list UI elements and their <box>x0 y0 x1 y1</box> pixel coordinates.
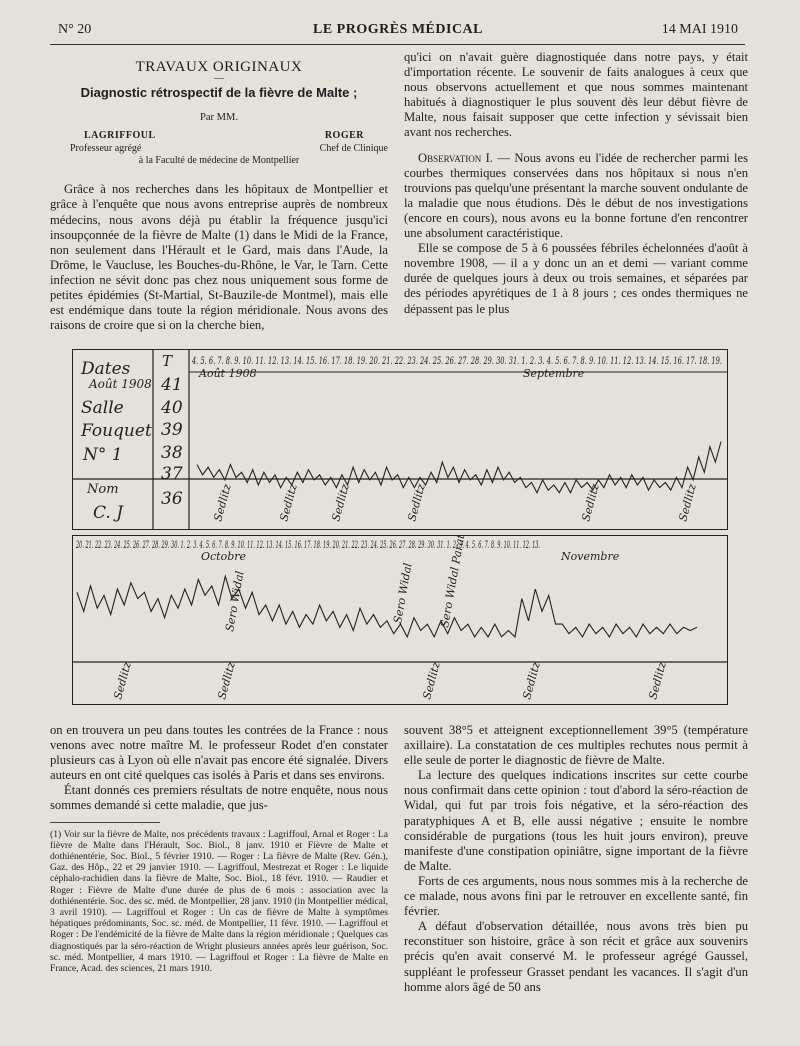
y-tick-label: 40 <box>161 398 183 418</box>
author-roger: ROGER <box>324 130 364 142</box>
temperature-chart-top-svg <box>73 350 727 529</box>
month-label-octobre: Octobre <box>201 550 247 563</box>
paragraph-france: on en trouvera un peu dans toutes les contrées de la France : nous venons avec notre maître M. le professeur Rodet d'en constater plusieurs cas à Lyon où elle n'avait pas encore été signalée. Divers auteurs en ont cité quelques cas isolés à Paris et dans ses environs. <box>50 723 388 783</box>
issue-number: N° 20 <box>58 22 92 37</box>
section-dash: — <box>214 73 224 85</box>
annotation-sedlitz: Sedlitz <box>329 482 352 523</box>
paragraph-intro: Grâce à nos recherches dans les hôpitaux de Montpellier et grâce à l'enquête que nous avons entreprise auprès de nombreux médecins, nous avons déjà pu établir la fréquence jusqu'ici insoupçonnée de la fièvre de Malte (1) dans le Midi de la France, non seulement dans l'Hérault et le Gard, mais dans l'Aude, la Drôme, le Vaucluse, les Bouches-du-Rhône, le Var, le Tarn. Cette infection ne sévit donc pas chez nous uniquement sous forme de petites épidémies (St-Martial, St-Bauzile-de Montmel), mais elle est endémique dans toute la région méridionale. Nous avons des raisons de croire que si on la cherche bien, <box>50 182 388 333</box>
y-tick-label: 37 <box>161 464 183 484</box>
day-labels: 20. 21. 22. 23. 24. 25. 26. 27. 28. 29. 30. 1. 2. 3. 4. 5. 6. 7. 8. 9. 10. 11. 12. 13. 14. 15. 16. 17. 18. 19. 20. 21. 22. 23. 24. 25. 26. 27. 28. 29. 30. 31. 1. 2. 3. 4. 5. 6. 7. 8. 9. 10. 11. 12. 13. <box>75 540 540 551</box>
paragraph-observation <box>404 151 748 242</box>
month-label-aout: Août 1908 <box>199 367 257 380</box>
author-lagriffoul: LAGRIFFOUL <box>84 130 156 142</box>
annotation-sedlitz: Sedlitz <box>111 660 134 701</box>
footnote: (1) Voir sur la fièvre de Malte, nos précédents travaux : Lagriffoul, Arnal et Roger : La fièvre de Malte dans l'Hérault, Soc. Biol., 8 janv. 1910 et Fièvre de Malte et dothiénentérie, Soc. Biol., 5 février 1910. — Roger : La fièvre de Malte (Rev. Gén.), Gaz. des Hôp., 22 et 29 janvier 1910. — Lagriffoul, Mestrezat et Roger : Le liquide céphalo-rachidien dans la fièvre de Malte, Soc. Biol., 18 févr. 1910. — Raudier et Roger : Fièvre de Malte d'une durée de plus de 6 mois : association avec la dothiénentérie. Soc. des sc. méd. de Montpellier, 28 janv. 1910 (in Montpellier médical, 3 avril 1910). — Lagriffoul et Roger : Un cas de fièvre de Malte à symptômes hépatiques prédominants, Soc. sc. méd. de Montpellier, 11 févr. 1910. — Lagriffoul et Roger : De l'endémicité de la fièvre de Malte dans la région méridionale ; Quelques cas diagnostiqués par la séro-réaction de Wright plusieurs années après leur guérison, Soc. sc. méd. Montpellier, 4 mars 1910. — Lagriffoul et Roger : La fièvre de Malte en France, Acad. des sciences, 21 mars 1910. <box>50 828 388 974</box>
annotation-sedlitz: Sedlitz <box>520 660 543 701</box>
footnote-rule <box>50 822 160 823</box>
left-column-bottom <box>50 723 388 974</box>
annotation-sedlitz: Sedlitz <box>211 482 234 523</box>
y-tick-label: 36 <box>161 489 183 509</box>
day-labels: 4. 5. 6. 7. 8. 9. 10. 11. 12. 13. 14. 15. 16. 17. 18. 19. 20. 21. 22. 23. 24. 25. 26. 27. 28. 29. 30. 31. 1. 2. 3. 4. 5. 6. 7. 8. 9. 10. 11. 12. 13. 14. 15. 16. 17. 18. 19. <box>191 356 722 367</box>
article-title: Diagnostic rétrospectif de la fièvre de Malte ; <box>80 85 358 101</box>
bed-number: N° 1 <box>83 445 123 465</box>
right-column-top <box>404 50 748 317</box>
annotation-sedlitz: Sedlitz <box>215 660 238 701</box>
y-tick-label: 41 <box>161 375 183 395</box>
month-label-septembre: Septembre <box>523 367 585 380</box>
temperature-chart-bottom <box>72 535 728 705</box>
author1-title: Professeur agrégé <box>70 143 142 155</box>
observation-label: Observation I. <box>418 150 493 165</box>
annotation-sero-widal: Sero Widal <box>391 562 415 625</box>
page-header <box>58 22 738 42</box>
name-label: Nom <box>87 482 119 497</box>
paragraph-lecture: La lecture des quelques indications inscrites sur cette courbe nous confirmait dans cette opinion : tout d'abord la séro-réaction de Widal, qui fut par trois fois négative, et la séro-réaction des paratyphiques A et B, elle aussi négative ; ensuite le nombre considérable de purgations (tous les huit jours environ), preuve manifeste d'une constipation opiniâtre, signe important de la fièvre de Malte. <box>404 768 748 873</box>
paragraph-a-defaut: A défaut d'observation détaillée, nous avons très bien pu reconstituer son histoire, grâce à son récit et grâce aux souvenirs précis qu'en avait conservé M. le professeur agrégé Gaussel, suppléant le professeur Grasset pendant les vacances. Il s'agit d'un homme alors âgé de 50 ans <box>404 919 748 994</box>
patient-initials: C. J <box>93 503 124 523</box>
paragraph-continuation: qu'ici on n'avait guère diagnostiquée dans notre pays, y était d'importation récente. Le souvenir de faits analogues à ceux que nous observons actuellement et que nous sommes maintenant habitués à diagnostiquer le plus souvent dès leur début fièvre de Malte, nous faisait supposer que cette infection y sévissait bien avant nos recherches. <box>404 50 748 140</box>
paragraph-forts: Forts de ces arguments, nous nous sommes mis à la recherche de ce malade, nous avons fini par le retrouver en excellente santé, fin février. <box>404 873 748 919</box>
annotation-sedlitz: Sedlitz <box>676 482 699 523</box>
journal-title: LE PROGRÈS MÉDICAL <box>312 22 484 37</box>
temperature-line-aug-sep <box>197 442 721 493</box>
temperature-chart-top <box>72 349 728 530</box>
month-label: Août 1908 <box>89 377 152 391</box>
y-tick-label: 38 <box>161 443 183 463</box>
ward-label: Salle <box>81 398 124 418</box>
y-tick-label: 39 <box>161 420 183 440</box>
paragraph-temperature: souvent 38°5 et atteignent exceptionnellement 39°5 (température axillaire). La constatation de ces multiples rechutes nous permit à elle seule de porter le diagnostic de fièvre de Malte. <box>404 723 748 768</box>
annotation-sedlitz: Sedlitz <box>579 482 602 523</box>
annotation-sero-widal: Sero Widal Paratyphique A B <box>438 536 480 629</box>
section-heading: TRAVAUX ORIGINAUX <box>135 59 303 75</box>
annotation-sedlitz: Sedlitz <box>646 660 669 701</box>
scale-heading: T <box>162 352 173 370</box>
annotation-sero-widal: Sero Widal <box>223 570 247 633</box>
dates-label: Dates <box>81 359 131 379</box>
annotation-sedlitz: Sedlitz <box>420 660 443 701</box>
ward-name: Fouquet <box>81 421 152 441</box>
header-rule <box>50 44 745 45</box>
right-column-bottom <box>404 723 748 995</box>
left-column-top <box>50 52 388 333</box>
author2-title: Chef de Clinique <box>319 143 388 155</box>
annotation-sedlitz: Sedlitz <box>405 482 428 523</box>
author-names <box>50 128 388 141</box>
paragraph-enquete: Étant donnés ces premiers résultats de notre enquête, nous nous sommes demandé si cette maladie, que jus- <box>50 783 388 813</box>
issue-date: 14 MAI 1910 <box>661 22 738 37</box>
annotation-sedlitz: Sedlitz <box>277 482 300 523</box>
author-titles <box>50 141 388 153</box>
paragraph-poussees: Elle se compose de 5 à 6 poussées fébriles échelonnées d'août à novembre 1908, — il a y donc un an et demi — variant comme durée de quelques jours à deux ou trois semaines, et séparées par des périodes apyrétiques de 1 à 8 jours ; ces ondes thermiques ne dépassent pas le plus <box>404 241 748 316</box>
temperature-line-oct-nov <box>77 576 697 637</box>
temperature-chart-bottom-svg <box>73 536 727 704</box>
affiliation: à la Faculté de médecine de Montpellier <box>138 155 300 167</box>
byline: Par MM. <box>200 112 238 124</box>
observation-text: — Nous avons eu l'idée de rechercher parmi les courbes thermiques conservées dans nos hôpitaux si nous n'en trouvions pas quelqu'une présentant la marche souvent ondulante de la maladie que nous étudions. Dès le début de nos investigations (encore en cours), nous avons eu la bonne fortune d'en rencontrer une absolument caractéristique. <box>404 150 748 241</box>
month-label-novembre: Novembre <box>561 550 620 563</box>
